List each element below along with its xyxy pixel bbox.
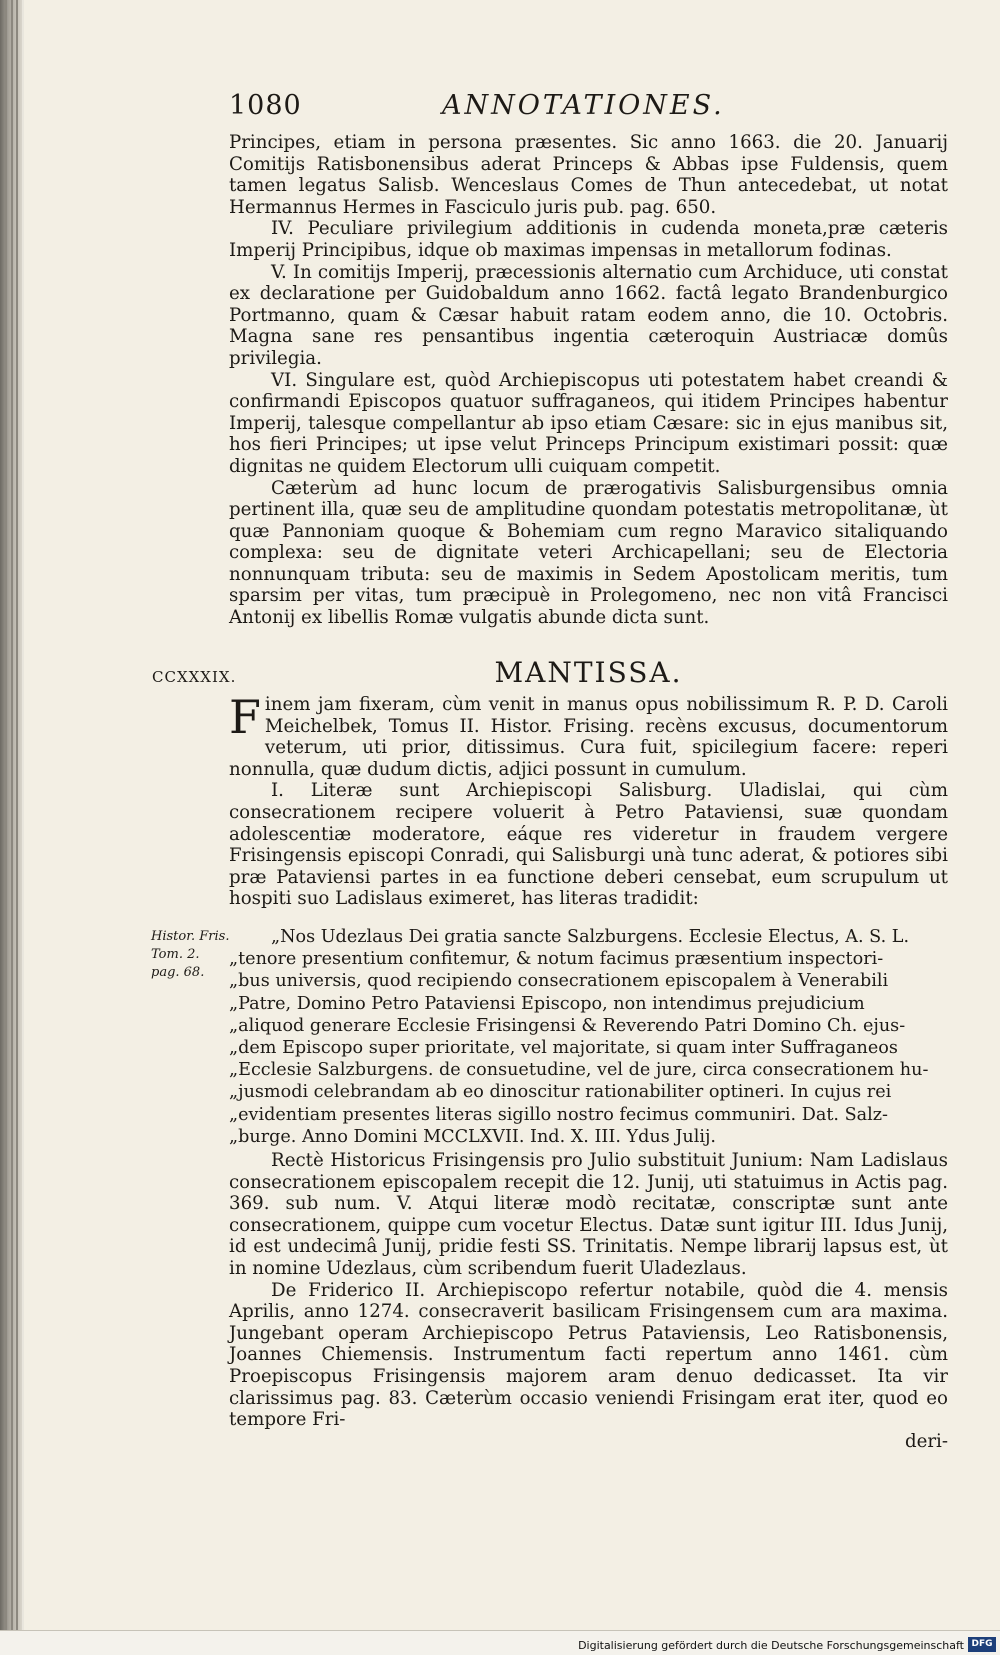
paragraph: VI. Singulare est, quòd Archiepiscopus uti potestatem habet creandi & confirmandi Episcopos quatuor suffraganeos, qui itidem Principes habentur Imperij, talesque compellantur ab ipso etiam Cæsare: sic in ejus manibus sit, hos fieri Principes; ut ipse velut Princeps Principum existimari possit: quæ dignitas ne quidem Electorum ulli cuiquam competit. [229, 369, 948, 477]
book-page [24, 0, 1000, 1631]
paragraph: De Friderico II. Archiepiscopo refertur notabile, quòd die 4. mensis Aprilis, anno 1274. consecraverit basilicam Frisingensem cum ara maxima. Jungebant operam Archiepiscopo Petrus Pataviensis, Leo Ratisbonensis, Joannes Chiemensis. Instrumentum facti repertum anno 1461. cùm Proepiscopus Frisingensis majorem aram denuo dedicasset. Ita vir clarissimus pag. 83. Cæterùm occasio veniendi Frisingam erat iter, quod eo tempore Fri- [229, 1279, 948, 1431]
paragraph: I. Literæ sunt Archiepiscopi Salisburg. Uladislai, qui cùm consecrationem recipere voluerit à Petro Pataviensi, suæ quondam adolescentiæ moderatore, eáque res videretur in fraudem vergere Frisingensis episcopi Conradi, qui Salisburgi unà tunc aderat, & potiores sibi præ Pataviensi partes in ea functione deberi censebat, eum scrupulum ut hospiti suo Ladislaus eximeret, has literas tradidit: [229, 780, 948, 910]
quote-line: „Patre, Domino Petro Pataviensi Episcopo, non intendimus prejudicium [229, 993, 865, 1014]
text-block-annotations [229, 132, 948, 629]
quote-line: „jusmodi celebrandam ab eo dinoscitur rationabiliter optineri. In cujus rei [229, 1082, 892, 1103]
paragraph: V. In comitijs Imperij, præcessionis alternatio cum Archiduce, uti constat ex declaratione per Guidobaldum anno 1662. factâ legato Brandenburgico Portmanno, quam & Cæsar habuit ratam eodem anno, die 10. Octobris. Magna sane res pensantibus ingentia cæteroquin Austriacæ domûs privilegia. [229, 261, 948, 369]
quote-line: „bus universis, quod recipiendo consecrationem episcopalem à Venerabili [229, 971, 889, 992]
dfg-logo: DFG [968, 1637, 996, 1652]
quote-line: „dem Episcopo super prioritate, vel majoritate, si quam inter Suffraganeos [229, 1038, 898, 1059]
quoted-charter [229, 926, 948, 1148]
paragraph: IV. Peculiare privilegium additionis in cudenda moneta,præ cæteris Imperij Principibus, idque ob maximas impensas in metallorum fodinas. [229, 218, 948, 261]
quote-line: „aliquod generare Ecclesie Frisingensi & Reverendo Patri Domino Ch. ejus- [229, 1015, 906, 1036]
catchword: deri- [904, 1430, 948, 1452]
quote-line: „burge. Anno Domini MCCLXVII. Ind. X. III. Ydus Julij. [229, 1126, 717, 1147]
margin-reference-line: Tom. 2. [151, 947, 200, 962]
running-title: ANNOTATIONES. [442, 90, 725, 121]
drop-capital: F [229, 690, 261, 744]
text-block-commentary [229, 1150, 948, 1452]
page-header [229, 90, 944, 132]
quote-line: „evidentiam presentes literas sigillo nostro fecimus communiri. Dat. Salz- [229, 1104, 888, 1125]
margin-reference-line: Histor. Fris. [151, 929, 230, 944]
quote-line: „Ecclesie Salzburgens. de consuetudine, vel de jure, circa consecrationem hu- [229, 1060, 929, 1081]
digitization-credit: Digitalisierung gefördert durch die Deutsche Forschungsgemeinschaft [578, 1639, 964, 1652]
section-title: MANTISSA. [494, 656, 683, 689]
paragraph: Principes, etiam in persona præsentes. Sic anno 1663. die 20. Januarij Comitijs Ratisbonensibus aderat Princeps & Abbas ipse Fuldensis, quem tamen legatus Salisb. Wenceslaus Comes de Thun antecedebat, ut notat Hermannus Hermes in Fasciculo juris pub. pag. 650. [229, 132, 948, 218]
paragraph: Rectè Historicus Frisingensis pro Julio substituit Junium: Nam Ladislaus consecrationem episcopalem recepit die 12. Junij, uti statuimus in Actis pag. 369. sub num. V. Atqui literæ modò recitatæ, conscriptæ sunt ante consecrationem, quippe cum vocetur Electus. Datæ sunt igitur III. Idus Junij, id est undecimâ Junij, pridie festi SS. Trinitatis. Nempe librarij lapsus est, ùt in nomine Udezlaus, cùm scribendum fuerit Uladezlaus. [229, 1150, 948, 1279]
text-block-mantissa [229, 690, 948, 910]
section-number: CCXXXIX. [152, 668, 237, 686]
page-number: 1080 [229, 90, 302, 121]
intro-paragraph [229, 690, 948, 780]
intro-text: inem jam fixeram, cùm venit in manus opus nobilissimum R. P. D. Caroli Meichelbek, Tomus II. Histor. Frising. recèns excusus, documentorum veterum, uti prior, ditissimus. Cura fuit, spicilegium facere: reperi nonnulla, quæ dudum dictis, adjici possunt in cumulum. [229, 694, 948, 780]
quote-line: „tenore presentium confitemur, & notum facimus præsentium inspectori- [229, 949, 884, 970]
margin-reference [151, 928, 231, 982]
paragraph: Cæterùm ad hunc locum de prærogativis Salisburgensibus omnia pertinent illa, quæ seu de amplitudine quondam potestatis metropolitanæ, ùt quæ Pannoniam quoque & Bohemiam cum regno Maravico sitaliquando complexa: seu de dignitate veteri Archicapellani; seu de Electoria nonnunquam tributa: seu de maximis in Sedem Apostolicam meritis, tum sparsim per vitas, tum præcipuè in Prolegomeno, nec non vitâ Francisci Antonij ex libellis Romæ vulgatis abunde dicta sunt. [229, 477, 948, 629]
margin-reference-line: pag. 68. [151, 965, 205, 980]
quote-line: „Nos Udezlaus Dei gratia sancte Salzburgens. Ecclesie Electus, A. S. L. [271, 927, 910, 947]
page-edge-left [0, 0, 22, 1655]
